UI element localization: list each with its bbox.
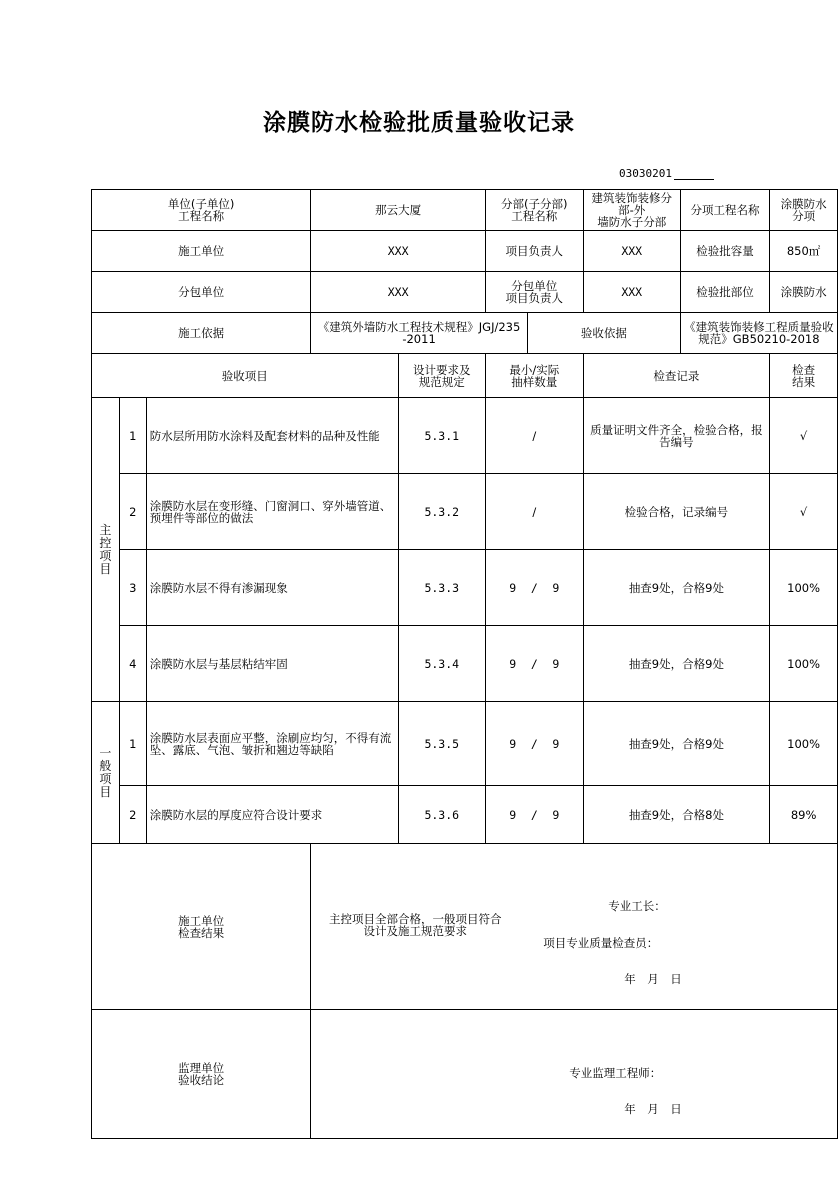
item-no: 1 xyxy=(119,398,146,474)
division-value: 建筑装饰装修分部-外 墙防水子分部 xyxy=(583,190,680,231)
acceptance-basis-label: 验收依据 xyxy=(527,313,680,354)
item-sample: / xyxy=(486,398,584,474)
item-sample: 9 / 9 xyxy=(486,626,584,702)
table-row xyxy=(92,786,838,844)
item-record: 抽查9处，合格9处 xyxy=(583,626,770,702)
item-no: 2 xyxy=(119,474,146,550)
item-no: 1 xyxy=(119,702,146,786)
project-manager-label: 项目负责人 xyxy=(486,231,584,272)
construction-conclusion: 主控项目全部合格，一般项目符合 设计及施工规范要求 xyxy=(329,912,502,938)
page-title: 涂膜防水检验批质量验收记录 xyxy=(263,109,575,136)
construction-check-cell xyxy=(311,844,838,1010)
supervision-check-label: 监理单位 验收结论 xyxy=(92,1010,311,1139)
item-sample: 9 / 9 xyxy=(486,550,584,626)
inspector-label: 项目专业质量检查员： xyxy=(543,936,659,950)
item-spec: 5.3.1 xyxy=(398,398,486,474)
item-result: 100% xyxy=(770,702,838,786)
item-sample: / xyxy=(486,474,584,550)
col-record: 检查记录 xyxy=(583,354,770,398)
table-row xyxy=(92,474,838,550)
table-row xyxy=(92,398,838,474)
location-value: 涂膜防水 xyxy=(770,272,838,313)
supervision-check-cell xyxy=(311,1010,838,1139)
sub-manager-label: 分包单位 项目负责人 xyxy=(486,272,584,313)
unit-project-label: 单位(子单位) 工程名称 xyxy=(92,190,311,231)
location-label: 检验批部位 xyxy=(680,272,769,313)
item-desc: 涂膜防水层表面应平整，涂刷应均匀，不得有流坠、露底、气泡、皱折和翘边等缺陷 xyxy=(146,702,398,786)
inspection-form-table xyxy=(91,189,838,1139)
item-sample: 9 / 9 xyxy=(486,702,584,786)
col-result: 检查 结果 xyxy=(770,354,838,398)
basis-label: 施工依据 xyxy=(92,313,311,354)
item-spec: 5.3.5 xyxy=(398,702,486,786)
construction-check-label: 施工单位 检查结果 xyxy=(92,844,311,1010)
foreman-label: 专业工长： xyxy=(608,899,666,913)
basis-value: 《建筑外墙防水工程技术规程》JGJ/235 -2011 xyxy=(311,313,528,354)
unit-project-value: 那云大厦 xyxy=(311,190,486,231)
item-record: 抽查9处，合格9处 xyxy=(583,550,770,626)
main-group-label: 主控项目 xyxy=(92,398,120,702)
form-code: 03030201 xyxy=(619,167,714,180)
item-record: 检验合格，记录编号 xyxy=(583,474,770,550)
sub-manager-value: XXX xyxy=(583,272,680,313)
subitem-label: 分项工程名称 xyxy=(680,190,769,231)
table-row xyxy=(92,702,838,786)
item-no: 3 xyxy=(119,550,146,626)
general-group-label: 一般项目 xyxy=(92,702,120,844)
item-record: 抽查9处，合格9处 xyxy=(583,702,770,786)
item-spec: 5.3.6 xyxy=(398,786,486,844)
constructor-value: XXX xyxy=(311,231,486,272)
item-desc: 防水层所用防水涂料及配套材料的品种及性能 xyxy=(146,398,398,474)
item-desc: 涂膜防水层的厚度应符合设计要求 xyxy=(146,786,398,844)
capacity-label: 检验批容量 xyxy=(680,231,769,272)
construction-date: 年 月 日 xyxy=(624,972,682,986)
col-sample: 最小/实际 抽样数量 xyxy=(486,354,584,398)
item-record: 质量证明文件齐全，检验合格，报告编号 xyxy=(583,398,770,474)
item-no: 2 xyxy=(119,786,146,844)
capacity-value: 850㎡ xyxy=(770,231,838,272)
table-row xyxy=(92,626,838,702)
item-result: √ xyxy=(770,474,838,550)
item-no: 4 xyxy=(119,626,146,702)
item-spec: 5.3.2 xyxy=(398,474,486,550)
item-desc: 涂膜防水层与基层粘结牢固 xyxy=(146,626,398,702)
item-desc: 涂膜防水层在变形缝、门窗洞口、穿外墙管道、预埋件等部位的做法 xyxy=(146,474,398,550)
item-desc: 涂膜防水层不得有渗漏现象 xyxy=(146,550,398,626)
subcontractor-label: 分包单位 xyxy=(92,272,311,313)
item-sample: 9 / 9 xyxy=(486,786,584,844)
item-result: 89% xyxy=(770,786,838,844)
constructor-label: 施工单位 xyxy=(92,231,311,272)
acceptance-basis-value: 《建筑装饰装修工程质量验收 规范》GB50210-2018 xyxy=(680,313,837,354)
item-spec: 5.3.3 xyxy=(398,550,486,626)
subitem-value: 涂膜防水 分项 xyxy=(770,190,838,231)
subcontractor-value: XXX xyxy=(311,272,486,313)
project-manager-value: XXX xyxy=(583,231,680,272)
table-row xyxy=(92,550,838,626)
engineer-label: 专业监理工程师： xyxy=(569,1066,662,1080)
item-result: 100% xyxy=(770,626,838,702)
col-spec: 设计要求及 规范规定 xyxy=(398,354,486,398)
item-result: √ xyxy=(770,398,838,474)
col-item: 验收项目 xyxy=(92,354,399,398)
item-result: 100% xyxy=(770,550,838,626)
item-spec: 5.3.4 xyxy=(398,626,486,702)
division-label: 分部(子分部) 工程名称 xyxy=(486,190,584,231)
supervision-date: 年 月 日 xyxy=(624,1102,682,1116)
item-record: 抽查9处，合格8处 xyxy=(583,786,770,844)
